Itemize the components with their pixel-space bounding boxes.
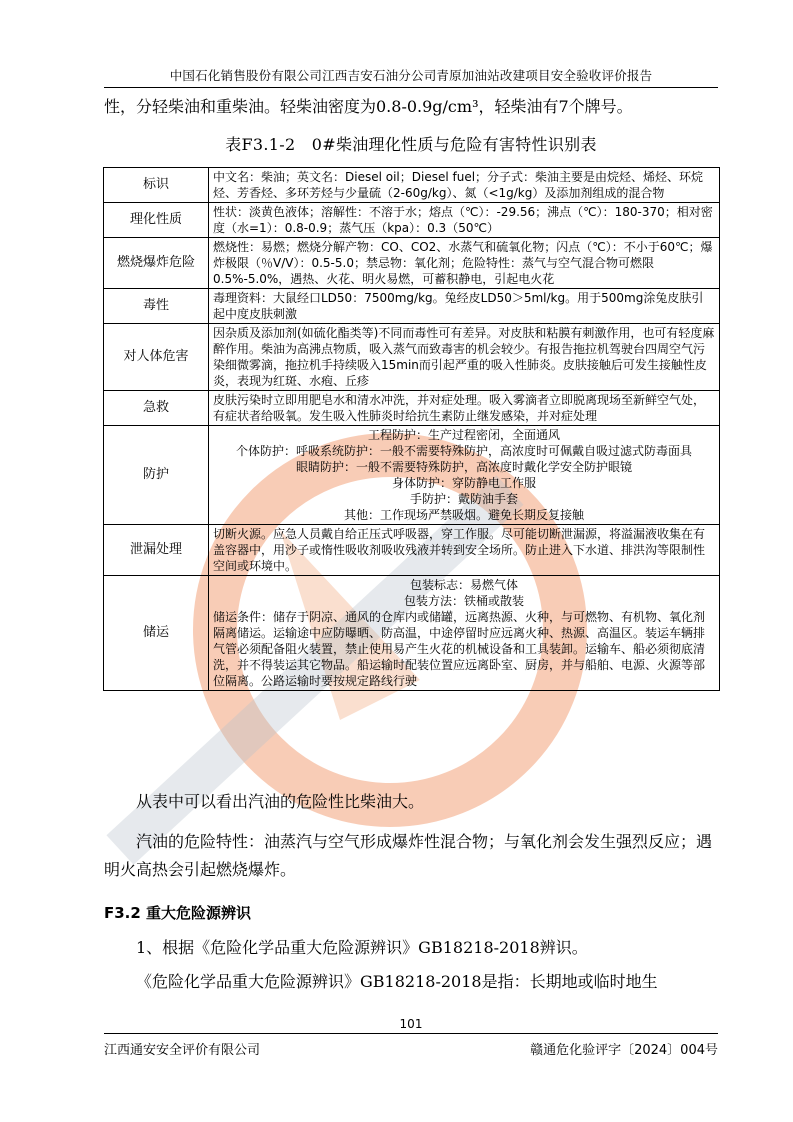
table-row	[104, 238, 720, 289]
footer-doc-number: 赣通危化验评字〔2024〕004号	[530, 1043, 718, 1058]
row-content: 切断火源。应急人员戴自给正压式呼吸器，穿工作服。尽可能切断泄漏源，将溢漏液收集在有盖容器中，用沙子或惰性吸收剂吸收残液并转到安全场所。防止进入下水道、排洪沟等限制性空间或环境中。	[209, 525, 720, 576]
table-row	[104, 289, 720, 324]
row-content: 因杂质及添加剂(如硫化酯类等)不同而毒性可有差异。对皮肤和粘膜有刺激作用，也可有轻度麻醉作用。柴油为高沸点物质，吸入蒸气而致毒害的机会较少。有报告拖拉机驾驶台四周空气污染细微雾滴，拖拉机手持续吸入15min而引起严重的吸入性肺炎。皮肤接触后可发生接触性皮炎，表现为红斑、水疱、丘疹	[209, 324, 720, 391]
table-row	[104, 168, 720, 203]
row-content: 性状：淡黄色液体；溶解性：不溶于水；熔点（℃）：-29.56；沸点（℃）：180-370；相对密度（水=1）：0.8-0.9；蒸气压（kpa）：0.3（50℃）	[209, 203, 720, 238]
paragraph-conclusion: 从表中可以看出汽油的危险性比柴油大。	[136, 792, 425, 811]
row-category: 防护	[104, 426, 209, 525]
table-row	[104, 426, 720, 525]
table-caption: 表F3.1-2 0#柴油理化性质与危险有害特性识别表	[225, 135, 597, 154]
paragraph-identification: 1、根据《危险化学品重大危险源辨识》GB18218-2018辨识。	[136, 938, 588, 957]
row-category: 标识	[104, 168, 209, 203]
row-category: 燃烧爆炸危险	[104, 238, 209, 289]
page-number: 101	[399, 1017, 423, 1031]
paragraph-gasoline-hazard: 汽油的危险特性：油蒸汽与空气形成爆炸性混合物；与氧化剂会发生强烈反应；遇明火高热会引起燃烧爆炸。	[104, 832, 713, 879]
row-content: 中文名：柴油；英文名：Diesel oil；Diesel fuel；分子式：柴油主要是由烷烃、烯烃、环烷烃、芳香烃、多环芳烃与少量硫（2-60g/kg）、氮（<1g/kg）及添加剂组成的混合物	[209, 168, 720, 203]
section-heading: F3.2 重大危险源辨识	[104, 904, 252, 922]
row-category: 对人体危害	[104, 324, 209, 391]
row-content: 毒理资料：大鼠经口LD50：7500mg/kg。兔经皮LD50＞5ml/kg。用于500mg涂兔皮肤引起中度皮肤刺激	[209, 289, 720, 324]
row-content: 燃烧性：易燃；燃烧分解产物：CO、CO2、水蒸气和硫氧化物；闪点（℃）：不小于60℃；爆炸极限（％V/V）：0.5-5.0；禁忌物：氧化剂；危险特性：蒸气与空气混合物可燃限0.5%-5.0%，遇热、火花、明火易燃，可蓄积静电，引起电火花	[209, 238, 720, 289]
row-category: 泄漏处理	[104, 525, 209, 576]
table-row	[104, 576, 720, 691]
intro-paragraph: 性，分轻柴油和重柴油。轻柴油密度为0.8-0.9g/cm³，轻柴油有7个牌号。	[104, 97, 633, 116]
row-category: 急救	[104, 391, 209, 426]
paragraph-definition: 《危险化学品重大危险源辨识》GB18218-2018是指：长期地或临时地生	[136, 972, 658, 991]
row-content: 皮肤污染时立即用肥皂水和清水冲洗，并对症处理。吸入雾滴者立即脱离现场至新鲜空气处，有症状者给吸氧。发生吸入性肺炎时给抗生素防止继发感染，并对症处理	[209, 391, 720, 426]
row-category: 理化性质	[104, 203, 209, 238]
table-row	[104, 203, 720, 238]
footer-company: 江西通安安全评价有限公司	[104, 1043, 261, 1058]
table-row	[104, 525, 720, 576]
page-header: 中国石化销售股份有限公司江西吉安石油分公司青原加油站改建项目安全验收评价报告	[169, 68, 653, 83]
diesel-property-table	[103, 167, 720, 691]
row-content: 包装标志：易燃气体 包装方法：铁桶或散装 储运条件：储存于阴凉、通风的仓库内或储罐，远离热源、火种，与可燃物、有机物、氧化剂隔离储运。运输途中应防曝晒、防高温，中途停留时应远离火种、热源、高温区。装运车辆排气管必须配备阻火装置，禁止使用易产生火花的机械设备和工具装卸。运输车、船必须彻底清洗，并不得装运其它物品。船运输时配装位置应远离卧室、厨房，并与船舶、电源、火源等部位隔离。公路运输时要按规定路线行驶	[209, 576, 720, 691]
row-content: 工程防护：生产过程密闭，全面通风 个体防护：呼吸系统防护：一般不需要特殊防护，高浓度时可佩戴自吸过滤式防毒面具 眼睛防护：一般不需要特殊防护，高浓度时戴化学安全防护眼镜 身体防护：穿防静电工作服 手防护：戴防油手套 其他：工作现场严禁吸烟。避免长期反复接触	[209, 426, 720, 525]
row-category: 毒性	[104, 289, 209, 324]
row-category: 储运	[104, 576, 209, 691]
footer-divider	[104, 1033, 718, 1034]
table-row	[104, 324, 720, 391]
header-divider	[104, 87, 718, 88]
table-row	[104, 391, 720, 426]
